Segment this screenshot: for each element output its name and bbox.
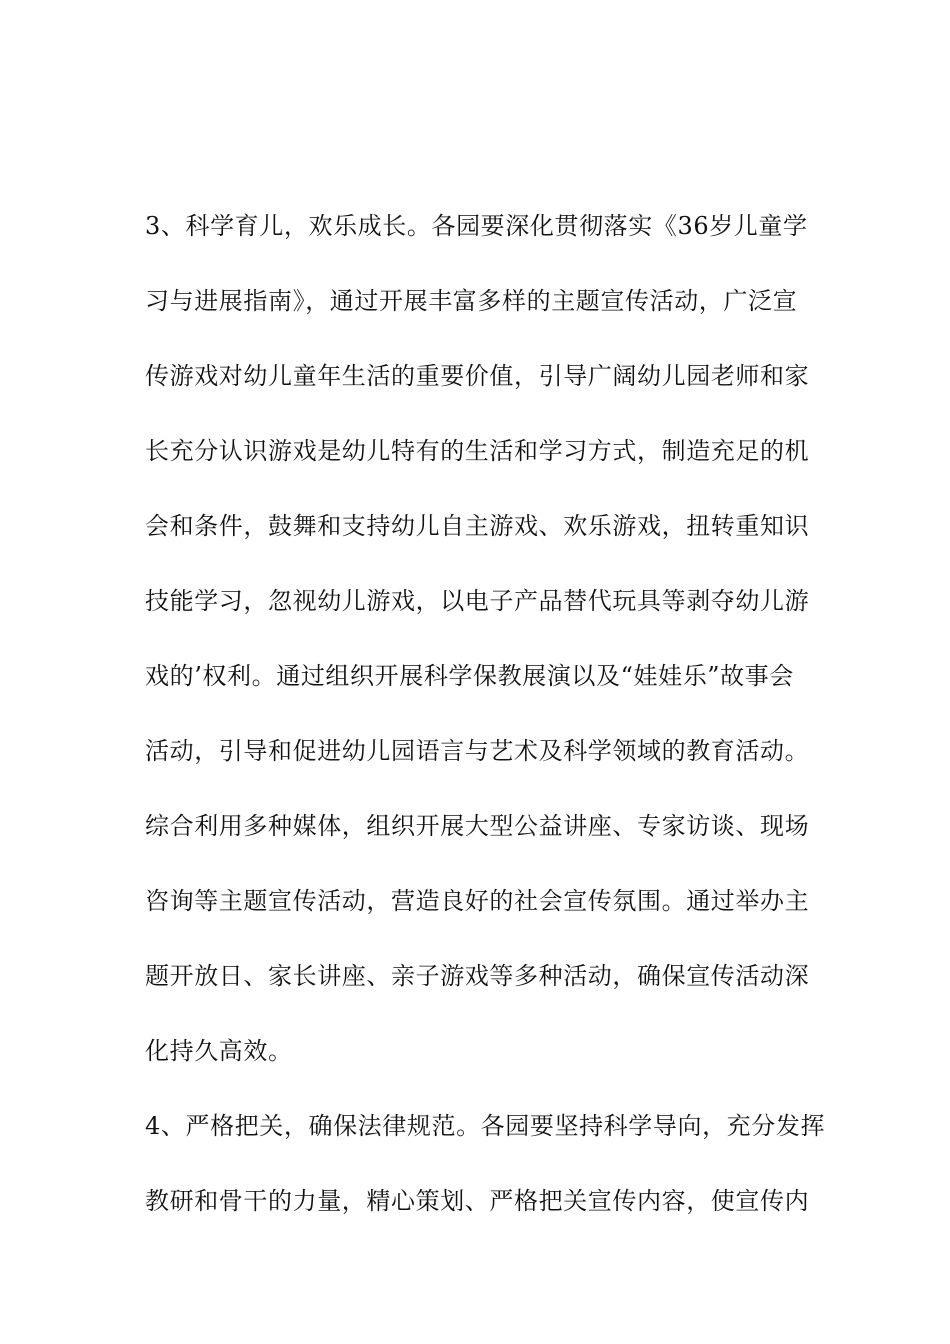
text-line: 戏的’权利。通过组织开展科学保教展演以及“娃娃乐”故事会 <box>145 662 794 690</box>
text-line: 化持久高效。 <box>145 1037 293 1065</box>
text-line: 传游戏对幼儿童年生活的重要价值，引导广阔幼儿园老师和家 <box>145 362 810 390</box>
text-line: 会和条件，鼓舞和支持幼儿自主游戏、欢乐游戏，扭转重知识 <box>145 512 810 540</box>
text-line: 活动，引导和促进幼儿园语言与艺术及科学领域的教育活动。 <box>145 737 810 765</box>
text-line: 3、科学育儿，欢乐成长。各园要深化贯彻落实《36岁儿童学 <box>145 212 808 240</box>
text-line: 综合利用多种媒体，组织开展大型公益讲座、专家访谈、现场 <box>145 812 810 840</box>
body-text <box>145 204 826 1254</box>
text-line: 长充分认识游戏是幼儿特有的生活和学习方式，制造充足的机 <box>145 437 810 465</box>
text-line: 咨询等主题宣传活动，营造良好的社会宣传氛围。通过举办主 <box>145 887 810 915</box>
text-line: 题开放日、家长讲座、亲子游戏等多种活动，确保宣传活动深 <box>145 962 810 990</box>
text-line: 教研和骨干的力量，精心策划、严格把关宣传内容，使宣传内 <box>145 1187 810 1215</box>
text-line: 4、严格把关，确保法律规范。各园要坚持科学导向，充分发挥 <box>145 1112 826 1140</box>
text-line: 技能学习，忽视幼儿游戏，以电子产品替代玩具等剥夺幼儿游 <box>145 587 810 615</box>
text-line: 习与进展指南》，通过开展丰富多样的主题宣传活动，广泛宣 <box>145 287 798 315</box>
